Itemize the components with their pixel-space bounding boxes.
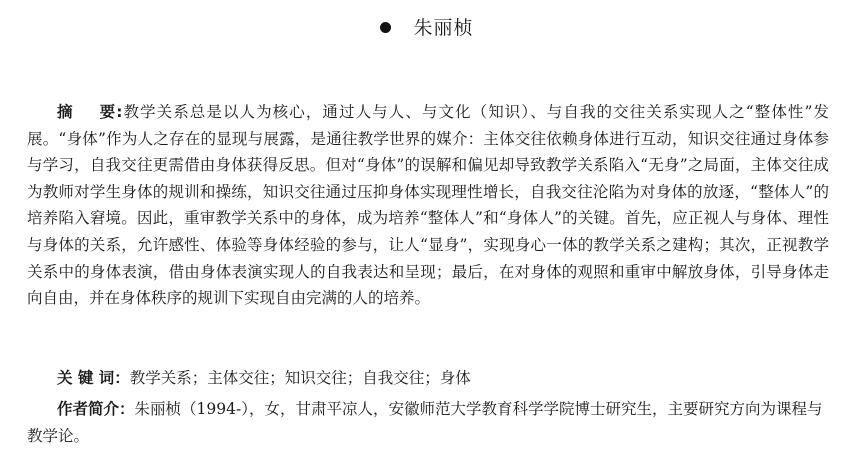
author-bio-label: 作者简介： [57,400,135,418]
abstract-paragraph [27,99,829,312]
keywords-label: 关 键 词： [57,369,130,387]
author-bio-paragraph [27,396,829,449]
author-bio-text: 朱丽桢（1994-），女，甘肃平凉人，安徽师范大学教育科学学院博士研究生，主要研究方向为课程与教学论。 [27,400,823,445]
abstract-text: 教学关系总是以人为核心，通过人与人、与文化（知识）、与自我的交往关系实现人之“整体性”发展。“身体”作为人之存在的显现与展露，是通往教学世界的媒介：主体交往依赖身体进行互动，知识交往通过身体参与学习，自我交往更需借由身体获得反思。但对“身体”的误解和偏见却导致教学关系陷入“无身”之局面，主体交往成为教师对学生身体的规训和操练，知识交往通过压抑身体实现理性增长，自我交往沦陷为对身体的放逐，“整体人”的培养陷入窘境。因此，重审教学关系中的身体，成为培养“整体人”和“身体人”的关键。首先，应正视人与身体、理性与身体的关系，允许感性、体验等身体经验的参与，让人“显身”，实现身心一体的教学关系之建构；其次，正视教学关系中的身体表演，借由身体表演实现人的自我表达和呈现；最后，在对身体的观照和重审中解放身体，引导身体走向自由，并在身体秩序的规训下实现自由完满的人的培养。 [27,103,829,308]
keywords-text: 教学关系；主体交往；知识交往；自我交往；身体 [129,369,471,387]
author-header [0,14,854,42]
keywords-line [27,365,829,392]
author-name: 朱丽桢 [413,17,474,39]
abstract-label: 摘 要: [57,103,123,121]
bullet-icon [380,22,391,33]
